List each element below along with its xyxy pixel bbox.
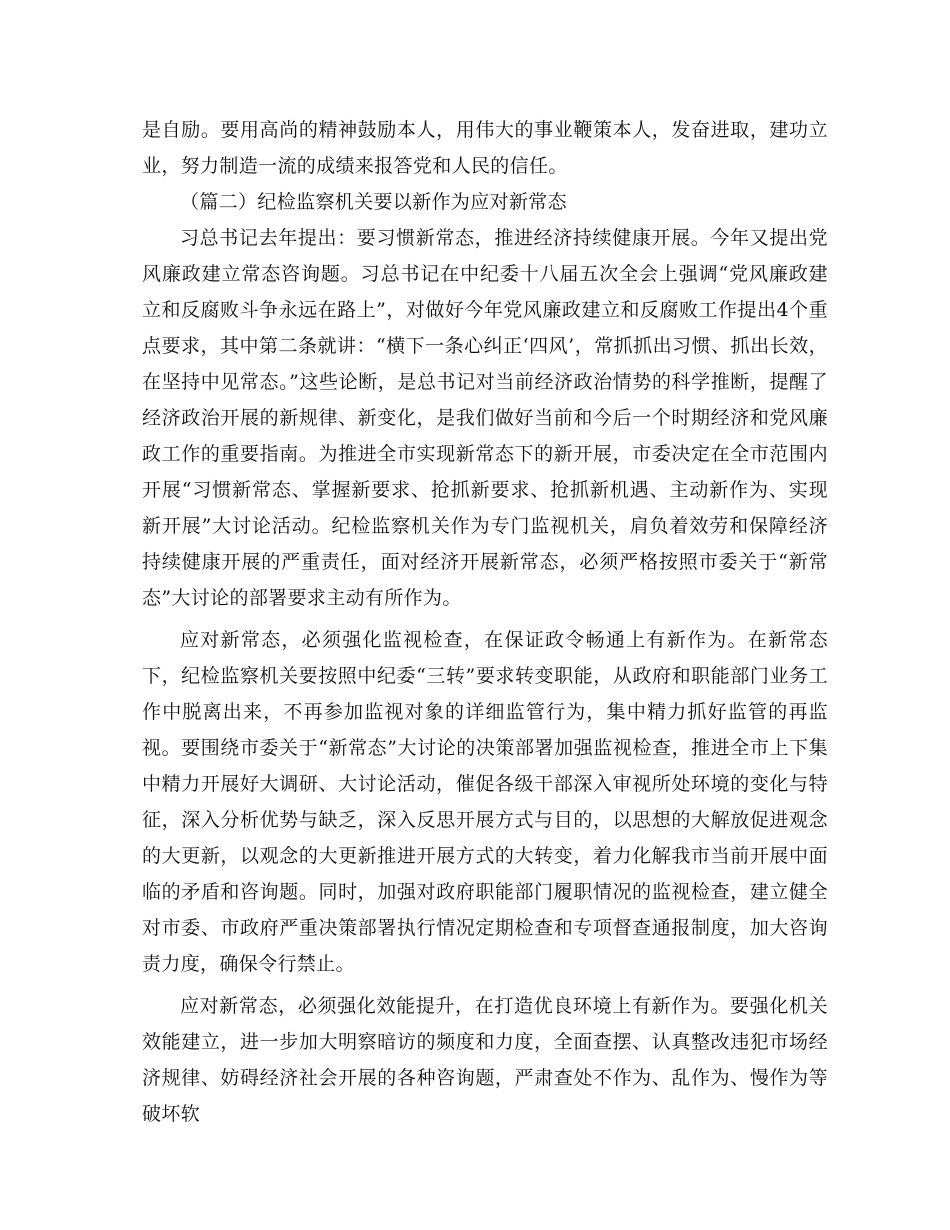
- paragraph-efficiency: 应对新常态，必须强化效能提升，在打造优良环境上有新作为。要强化机关效能建立，进一步加大明察暗访的频度和力度，全面查摆、认真整改违犯市场经济规律、妨碍经济社会开展的各种咨询题，严肃查处不作为、乱作为、慢作为等破坏软: [142, 995, 828, 1125]
- paragraph-intro: 习总书记去年提出：要习惯新常态，推进经济持续健康开展。今年又提出党风廉政建立常态咨询题。习总书记在中纪委十八届五次全会上强调“党风廉政建立和反腐败斗争永远在路上”，对做好今年党风廉政建立和反腐败工作提出4个重点要求，其中第二条就讲：“横下一条心纠正‘四风’，常抓抓出习惯、抓出长效，在坚持中见常态。”这些论断，是总书记对当前经济政治情势的科学推断，提醒了经济政治开展的新规律、新变化，是我们做好当前和今后一个时期经济和党风廉政工作的重要指南。为推进全市实现新常态下的新开展，市委决定在全市范围内开展“习惯新常态、掌握新要求、抢抓新要求、抢抓新机遇、主动新作为、实现新开展”大讨论活动。纪检监察机关作为专门监视机关，肩负着效劳和保障经济持续健康开展的严重责任，面对经济开展新常态，必须严格按照市委关于“新常态”大讨论的部署要求主动有所作为。: [142, 227, 828, 609]
- document-body: [142, 112, 828, 1132]
- paragraph-continuation: 是自励。要用高尚的精神鼓励本人，用伟大的事业鞭策本人，发奋进取，建功立业，努力制造一流的成绩来报答党和人民的信任。: [142, 119, 828, 177]
- section-heading: （篇二）纪检监察机关要以新作为应对新常态: [180, 191, 568, 213]
- paragraph-supervision: 应对新常态，必须强化监视检查，在保证政令畅通上有新作为。在新常态下，纪检监察机关要按照中纪委“三转”要求转变职能，从政府和职能部门业务工作中脱离出来，不再参加监视对象的详细监管行为，集中精力抓好监管的再监视。要围绕市委关于“新常态”大讨论的决策部署加强监视检查，推进全市上下集中精力开展好大调研、大讨论活动，催促各级干部深入审视所处环境的变化与特征，深入分析优势与缺乏，深入反思开展方式与目的，以思想的大解放促进观念的大更新，以观念的大更新推进开展方式的大转变，着力化解我市当前开展中面临的矛盾和咨询题。同时，加强对政府职能部门履职情况的监视检查，建立健全对市委、市政府严重决策部署执行情况定期检查和专项督查通报制度，加大咨询责力度，确保令行禁止。: [142, 629, 828, 975]
